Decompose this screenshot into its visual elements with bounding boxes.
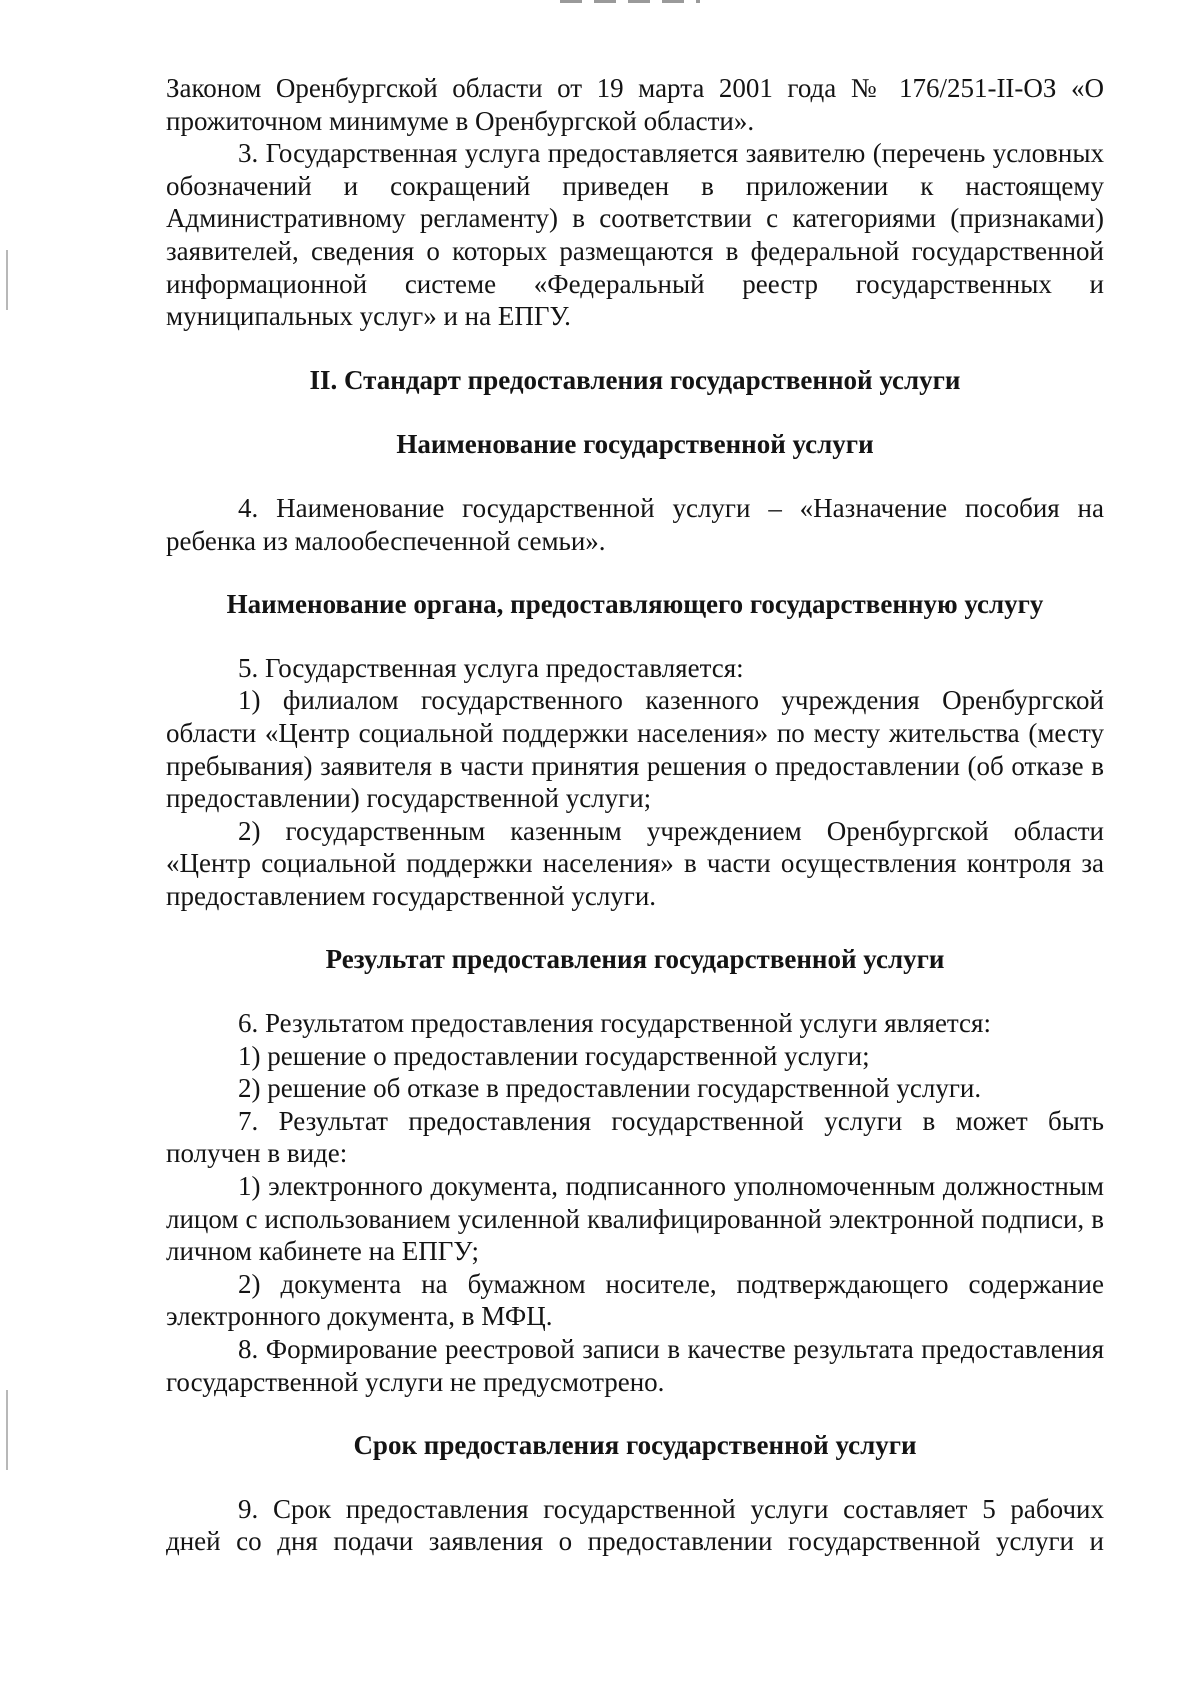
paragraph-5: 5. Государственная услуга предоставляется: — [238, 652, 744, 683]
heading-section-2: II. Стандарт предоставления государственной услуги — [309, 364, 961, 395]
paragraph-3: 3. Государственная услуга предоставляется заявителю (перечень условных обозначений и сокращений приведен в приложении к настоящему Административному регламенту) в соответствии с категориями (признаками) заявителей, сведения о которых размещаются в федеральной государственной информационной системе «Федеральный реестр государственных и муниципальных услуг» и на ЕПГУ. — [166, 138, 1104, 332]
scan-left-edge-mark — [6, 250, 8, 310]
paragraph-7: 7. Результат предоставления государственной услуги в может быть получен в виде: — [166, 1105, 1104, 1169]
scan-left-edge-mark-lower — [6, 1390, 8, 1470]
paragraph-5-item-2: 2) государственным казенным учреждением Оренбургской области «Центр социальной поддержки населения» в части осуществления контроля за предоставлением государственной услуги. — [166, 815, 1104, 911]
heading-authority: Наименование органа, предоставляющего государственную услугу — [226, 589, 1044, 620]
scan-top-edge-mark — [560, 0, 700, 3]
paragraph-8: 8. Формирование реестровой записи в качестве результата предоставления государственной услуги не предусмотрено. — [166, 1334, 1104, 1397]
paragraph-5-item-1: 1) филиалом государственного казенного учреждения Оренбургской области «Центр социальной поддержки населения» по месту жительства (месту пребывания) заявителя в части принятия решения о предоставлении (об отказе в предоставлении) государственной услуги; — [166, 685, 1104, 814]
paragraph-4: 4. Наименование государственной услуги – «Назначение пособия на ребенка из малообеспеченной семьи». — [166, 492, 1104, 556]
heading-service-name: Наименование государственной услуги — [396, 429, 874, 460]
paragraph-9: 9. Срок предоставления государственной услуги составляет 5 рабочих дней со дня подачи заявления о предоставлении государственной услуги и — [166, 1493, 1104, 1557]
paragraph-6-item-2: 2) решение об отказе в предоставлении государственной услуги. — [238, 1073, 982, 1104]
document-body — [166, 72, 1104, 1558]
paragraph-7-item-1: 1) электронного документа, подписанного уполномоченным должностным лицом с использованием усиленной квалифицированной электронной подписи, в личном кабинете на ЕПГУ; — [166, 1171, 1104, 1267]
paragraph-7-item-2: 2) документа на бумажном носителе, подтверждающего содержание электронного документа, в МФЦ. — [166, 1268, 1104, 1332]
heading-term: Срок предоставления государственной услуги — [353, 1430, 917, 1461]
paragraph-intro: Законом Оренбургской области от 19 марта 2001 года № 176/251-II-ОЗ «О прожиточном минимуме в Оренбургской области». — [166, 73, 1104, 136]
paragraph-6: 6. Результатом предоставления государственной услуги является: — [238, 1008, 991, 1039]
heading-result: Результат предоставления государственной услуги — [325, 944, 945, 975]
paragraph-6-item-1: 1) решение о предоставлении государственной услуги; — [238, 1040, 870, 1071]
